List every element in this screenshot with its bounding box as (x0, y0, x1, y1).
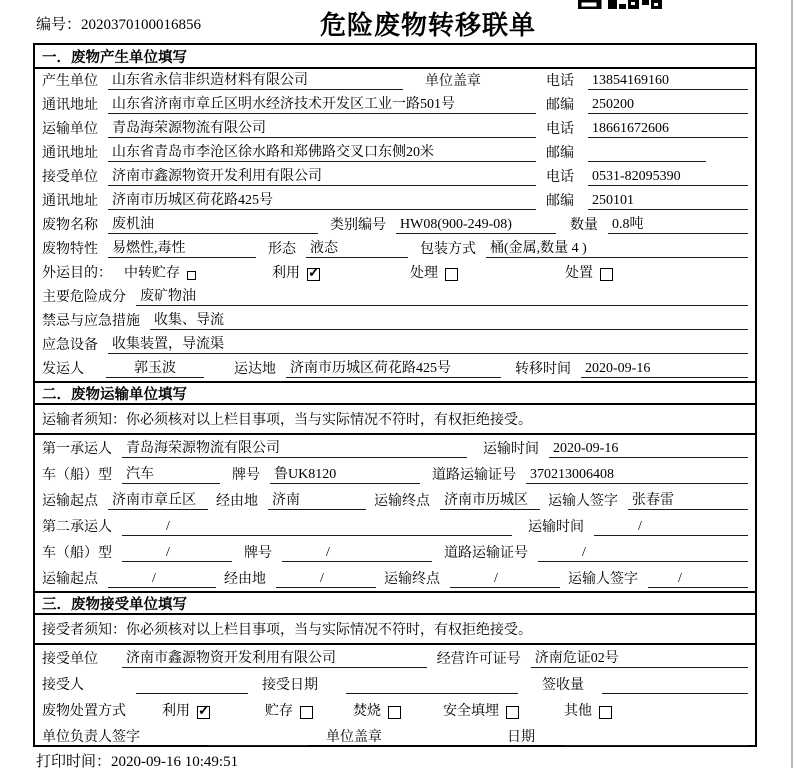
checkbox-icon (506, 706, 519, 719)
waste-qty-label: 数量 (570, 218, 598, 233)
transporter-sign-label: 运输人签字 (568, 572, 638, 587)
option-label: 利用 (162, 704, 190, 719)
producer-zip-value: 250200 (588, 97, 748, 114)
road-license-label: 道路运输证号 (444, 546, 528, 561)
purpose-option-transfer-storage (124, 262, 196, 282)
accepting-unit-value: 济南市鑫源物资开发利用有限公司 (122, 647, 427, 668)
stamp-label: 单位盖章 (425, 74, 481, 89)
receiver-value: 济南市鑫源物资开发利用有限公司 (108, 165, 536, 186)
receiver-zip-value: 250101 (588, 193, 748, 210)
producer-value: 山东省永信非织造材料有限公司 (108, 69, 403, 90)
transporter-sign-value: 张春雷 (628, 489, 748, 510)
phone-label: 电话 (546, 170, 574, 185)
destination-value: 济南市历城区荷花路425号 (286, 357, 501, 378)
route2-end-label: 运输终点 (384, 572, 440, 587)
disposal-option-utilize (162, 700, 210, 720)
plate-label: 牌号 (244, 546, 272, 561)
row-disposal-method (35, 697, 755, 723)
row-route1 (35, 487, 755, 513)
via-label: 经由地 (224, 572, 266, 587)
section3-notice: 接受者须知：你必须核对以上栏目事项，当与实际情况不符时，有权拒绝接受。 (35, 615, 755, 645)
row-receiver-address (35, 189, 755, 213)
carrier1-label: 第一承运人 (42, 442, 112, 457)
row-waste-properties (35, 237, 755, 261)
transporter-zip-group (546, 142, 748, 162)
purpose-option-treat (410, 262, 458, 282)
row-transporter-address (35, 141, 755, 165)
row-producer-address (35, 93, 755, 117)
purpose-option-dispose (565, 262, 613, 282)
section2-heading: 二．废物运输单位填写 (35, 381, 755, 405)
transporter-addr-value: 山东省青岛市李沧区徐水路和郑佛路交叉口东侧20米 (108, 141, 536, 162)
vehicle1-value: 汽车 (122, 463, 220, 484)
carrier1-value: 青岛海荣源物流有限公司 (122, 437, 467, 458)
waste-form-value: 液态 (306, 237, 408, 258)
transport-time-value: 2020-09-16 (549, 441, 748, 458)
producer-phone-group (546, 70, 748, 90)
row-vehicle1 (35, 461, 755, 487)
producer-addr-value: 山东省济南市章丘区明水经济技术开发区工业一路501号 (108, 93, 536, 114)
print-time-label: 打印时间： (36, 754, 112, 768)
carrier2-value: / (122, 519, 512, 536)
vehicle2-label: 车（船）型 (42, 546, 112, 561)
checkbox-icon (445, 268, 458, 281)
vehicle1-label: 车（船）型 (42, 468, 112, 483)
receiver-zip-group (546, 190, 748, 210)
receiver-label: 接受单位 (42, 170, 98, 185)
via-value: / (276, 571, 376, 588)
receiver-addr-value: 济南市历城区荷花路425号 (108, 189, 536, 210)
waste-name-label: 废物名称 (42, 218, 98, 233)
receiver-phone-group (546, 166, 748, 186)
qr-code-partial-icon (578, 0, 662, 9)
row-accepting-unit (35, 645, 755, 671)
route1-start-label: 运输起点 (42, 494, 98, 509)
transfer-time-value: 2020-09-16 (581, 361, 748, 378)
checkbox-icon (187, 271, 196, 280)
document-header (0, 0, 796, 42)
row-dispatch (35, 357, 755, 381)
route2-start-value: / (108, 571, 216, 588)
receiver-phone-value: 0531-82095390 (588, 169, 748, 186)
road-license-value: / (538, 545, 748, 562)
section2-notice: 运输者须知：你必须核对以上栏目事项，当与实际情况不符时，有权拒绝接受。 (35, 405, 755, 435)
route1-end-label: 运输终点 (374, 494, 430, 509)
route1-end-value: 济南市历城区 (440, 489, 540, 510)
disposal-option-other (564, 700, 612, 720)
option-label: 利用 (272, 266, 300, 281)
row-receiver (35, 165, 755, 189)
waste-form-label: 形态 (268, 242, 296, 257)
zip-label: 邮编 (546, 146, 574, 161)
phone-label: 电话 (546, 74, 574, 89)
dispatcher-label: 发运人 (42, 362, 84, 377)
unit-stamp-label: 单位盖章 (326, 730, 382, 745)
dispatcher-value: 郭玉波 (106, 357, 204, 378)
destination-label: 运达地 (234, 362, 276, 377)
route2-start-label: 运输起点 (42, 572, 98, 587)
producer-label: 产生单位 (42, 74, 98, 89)
serial-number: 2020370100016856 (81, 17, 202, 33)
zip-label: 邮编 (546, 98, 574, 113)
serial-label: 编号： (36, 17, 82, 33)
checkbox-icon (600, 268, 613, 281)
measures-label: 禁忌与应急措施 (42, 314, 140, 329)
purpose-label: 外运目的： (42, 266, 112, 281)
measures-value: 收集、导流 (150, 309, 748, 330)
waste-props-value: 易燃性,毒性 (108, 237, 256, 258)
transporter-label: 运输单位 (42, 122, 98, 137)
producer-phone-value: 13854169160 (588, 73, 748, 90)
producer-addr-label: 通讯地址 (42, 98, 98, 113)
transport-time-value: / (594, 519, 748, 536)
transfer-time-label: 转移时间 (515, 362, 571, 377)
option-label: 贮存 (265, 704, 293, 719)
transporter-phone-group (546, 118, 748, 138)
date-value (563, 729, 748, 746)
transporter-phone-value: 18661672606 (588, 121, 748, 138)
section3-heading: 三．废物接受单位填写 (35, 591, 755, 615)
business-license-label: 经营许可证号 (436, 652, 521, 667)
option-label: 安全填埋 (443, 704, 499, 719)
waste-name-value: 废机油 (108, 213, 318, 234)
row-transporter (35, 117, 755, 141)
checkbox-icon (599, 706, 612, 719)
responsible-sign-label: 单位负责人签字 (42, 730, 140, 745)
phone-label: 电话 (546, 122, 574, 137)
row-transfer-purpose (35, 261, 755, 285)
section1-heading: 一．废物产生单位填写 (35, 45, 755, 69)
plate-value: / (282, 545, 432, 562)
row-acceptor (35, 671, 755, 697)
row-vehicle2 (35, 539, 755, 565)
print-time-line (36, 750, 238, 768)
road-license-label: 道路运输证号 (432, 468, 516, 483)
equipment-value: 收集装置，导流渠 (108, 333, 748, 354)
print-time-value: 2020-09-16 10:49:51 (111, 754, 239, 768)
zip-label: 邮编 (546, 194, 574, 209)
option-label: 处置 (565, 266, 593, 281)
row-responsible-signature (35, 723, 755, 749)
transporter-value: 青岛海荣源物流有限公司 (108, 117, 536, 138)
acceptor-value (136, 677, 248, 694)
packing-label: 包装方式 (420, 242, 476, 257)
row-hazard-components (35, 285, 755, 309)
carrier2-label: 第二承运人 (42, 520, 112, 535)
option-label: 中转贮存 (124, 266, 180, 281)
row-carrier1 (35, 435, 755, 461)
received-qty-value (602, 677, 748, 694)
manifest-form-table (33, 43, 757, 747)
page-title: 危险废物转移联单 (320, 10, 537, 40)
responsible-sign-value (208, 729, 308, 746)
route1-start-value: 济南市章丘区 (108, 489, 208, 510)
option-label: 其他 (564, 704, 592, 719)
equipment-label: 应急设备 (42, 338, 98, 353)
purpose-option-utilize (272, 262, 320, 282)
received-qty-label: 签收量 (542, 678, 584, 693)
accepting-unit-label: 接受单位 (42, 652, 98, 667)
checkbox-icon (197, 706, 210, 719)
packing-value: 桶(金属,数量 4 ) (486, 237, 748, 258)
hazard-value: 废矿物油 (136, 285, 748, 306)
plate-value: 鲁UK8120 (270, 463, 420, 484)
checkbox-icon (300, 706, 313, 719)
producer-zip-group (546, 94, 748, 114)
disposal-option-storage (265, 700, 313, 720)
vehicle2-value: / (122, 545, 232, 562)
row-route2 (35, 565, 755, 591)
disposal-option-incinerate (353, 700, 401, 720)
transporter-zip-value (588, 145, 706, 162)
row-waste-name (35, 213, 755, 237)
row-producer (35, 69, 755, 93)
road-license-value: 370213006408 (526, 467, 748, 484)
option-label: 处理 (410, 266, 438, 281)
transporter-addr-label: 通讯地址 (42, 146, 98, 161)
transport-time-label: 运输时间 (528, 520, 584, 535)
transporter-sign-label: 运输人签字 (548, 494, 618, 509)
transport-time-label: 运输时间 (483, 442, 539, 457)
via-label: 经由地 (216, 494, 258, 509)
hazard-label: 主要危险成分 (42, 290, 126, 305)
acceptor-label: 接受人 (42, 678, 84, 693)
transporter-sign-value: / (648, 571, 748, 588)
waste-qty-value: 0.8吨 (608, 213, 748, 234)
route2-end-value: / (450, 571, 560, 588)
waste-props-label: 废物特性 (42, 242, 98, 257)
row-emergency-equipment (35, 333, 755, 357)
row-carrier2 (35, 513, 755, 539)
option-label: 焚烧 (353, 704, 381, 719)
disposal-label: 废物处置方式 (42, 704, 126, 719)
disposal-option-landfill (443, 700, 519, 720)
business-license-value: 济南危证02号 (531, 647, 748, 668)
checkbox-icon (307, 268, 320, 281)
accept-date-label: 接受日期 (262, 678, 318, 693)
scan-page-edge (791, 0, 793, 768)
date-label: 日期 (507, 730, 535, 745)
plate-label: 牌号 (232, 468, 260, 483)
serial-number-line (36, 13, 201, 34)
waste-code-label: 类别编号 (330, 218, 386, 233)
waste-code-value: HW08(900-249-08) (396, 217, 556, 234)
row-emergency-measures (35, 309, 755, 333)
checkbox-icon (388, 706, 401, 719)
via-value: 济南 (268, 489, 366, 510)
accept-date-value (346, 677, 518, 694)
receiver-addr-label: 通讯地址 (42, 194, 98, 209)
